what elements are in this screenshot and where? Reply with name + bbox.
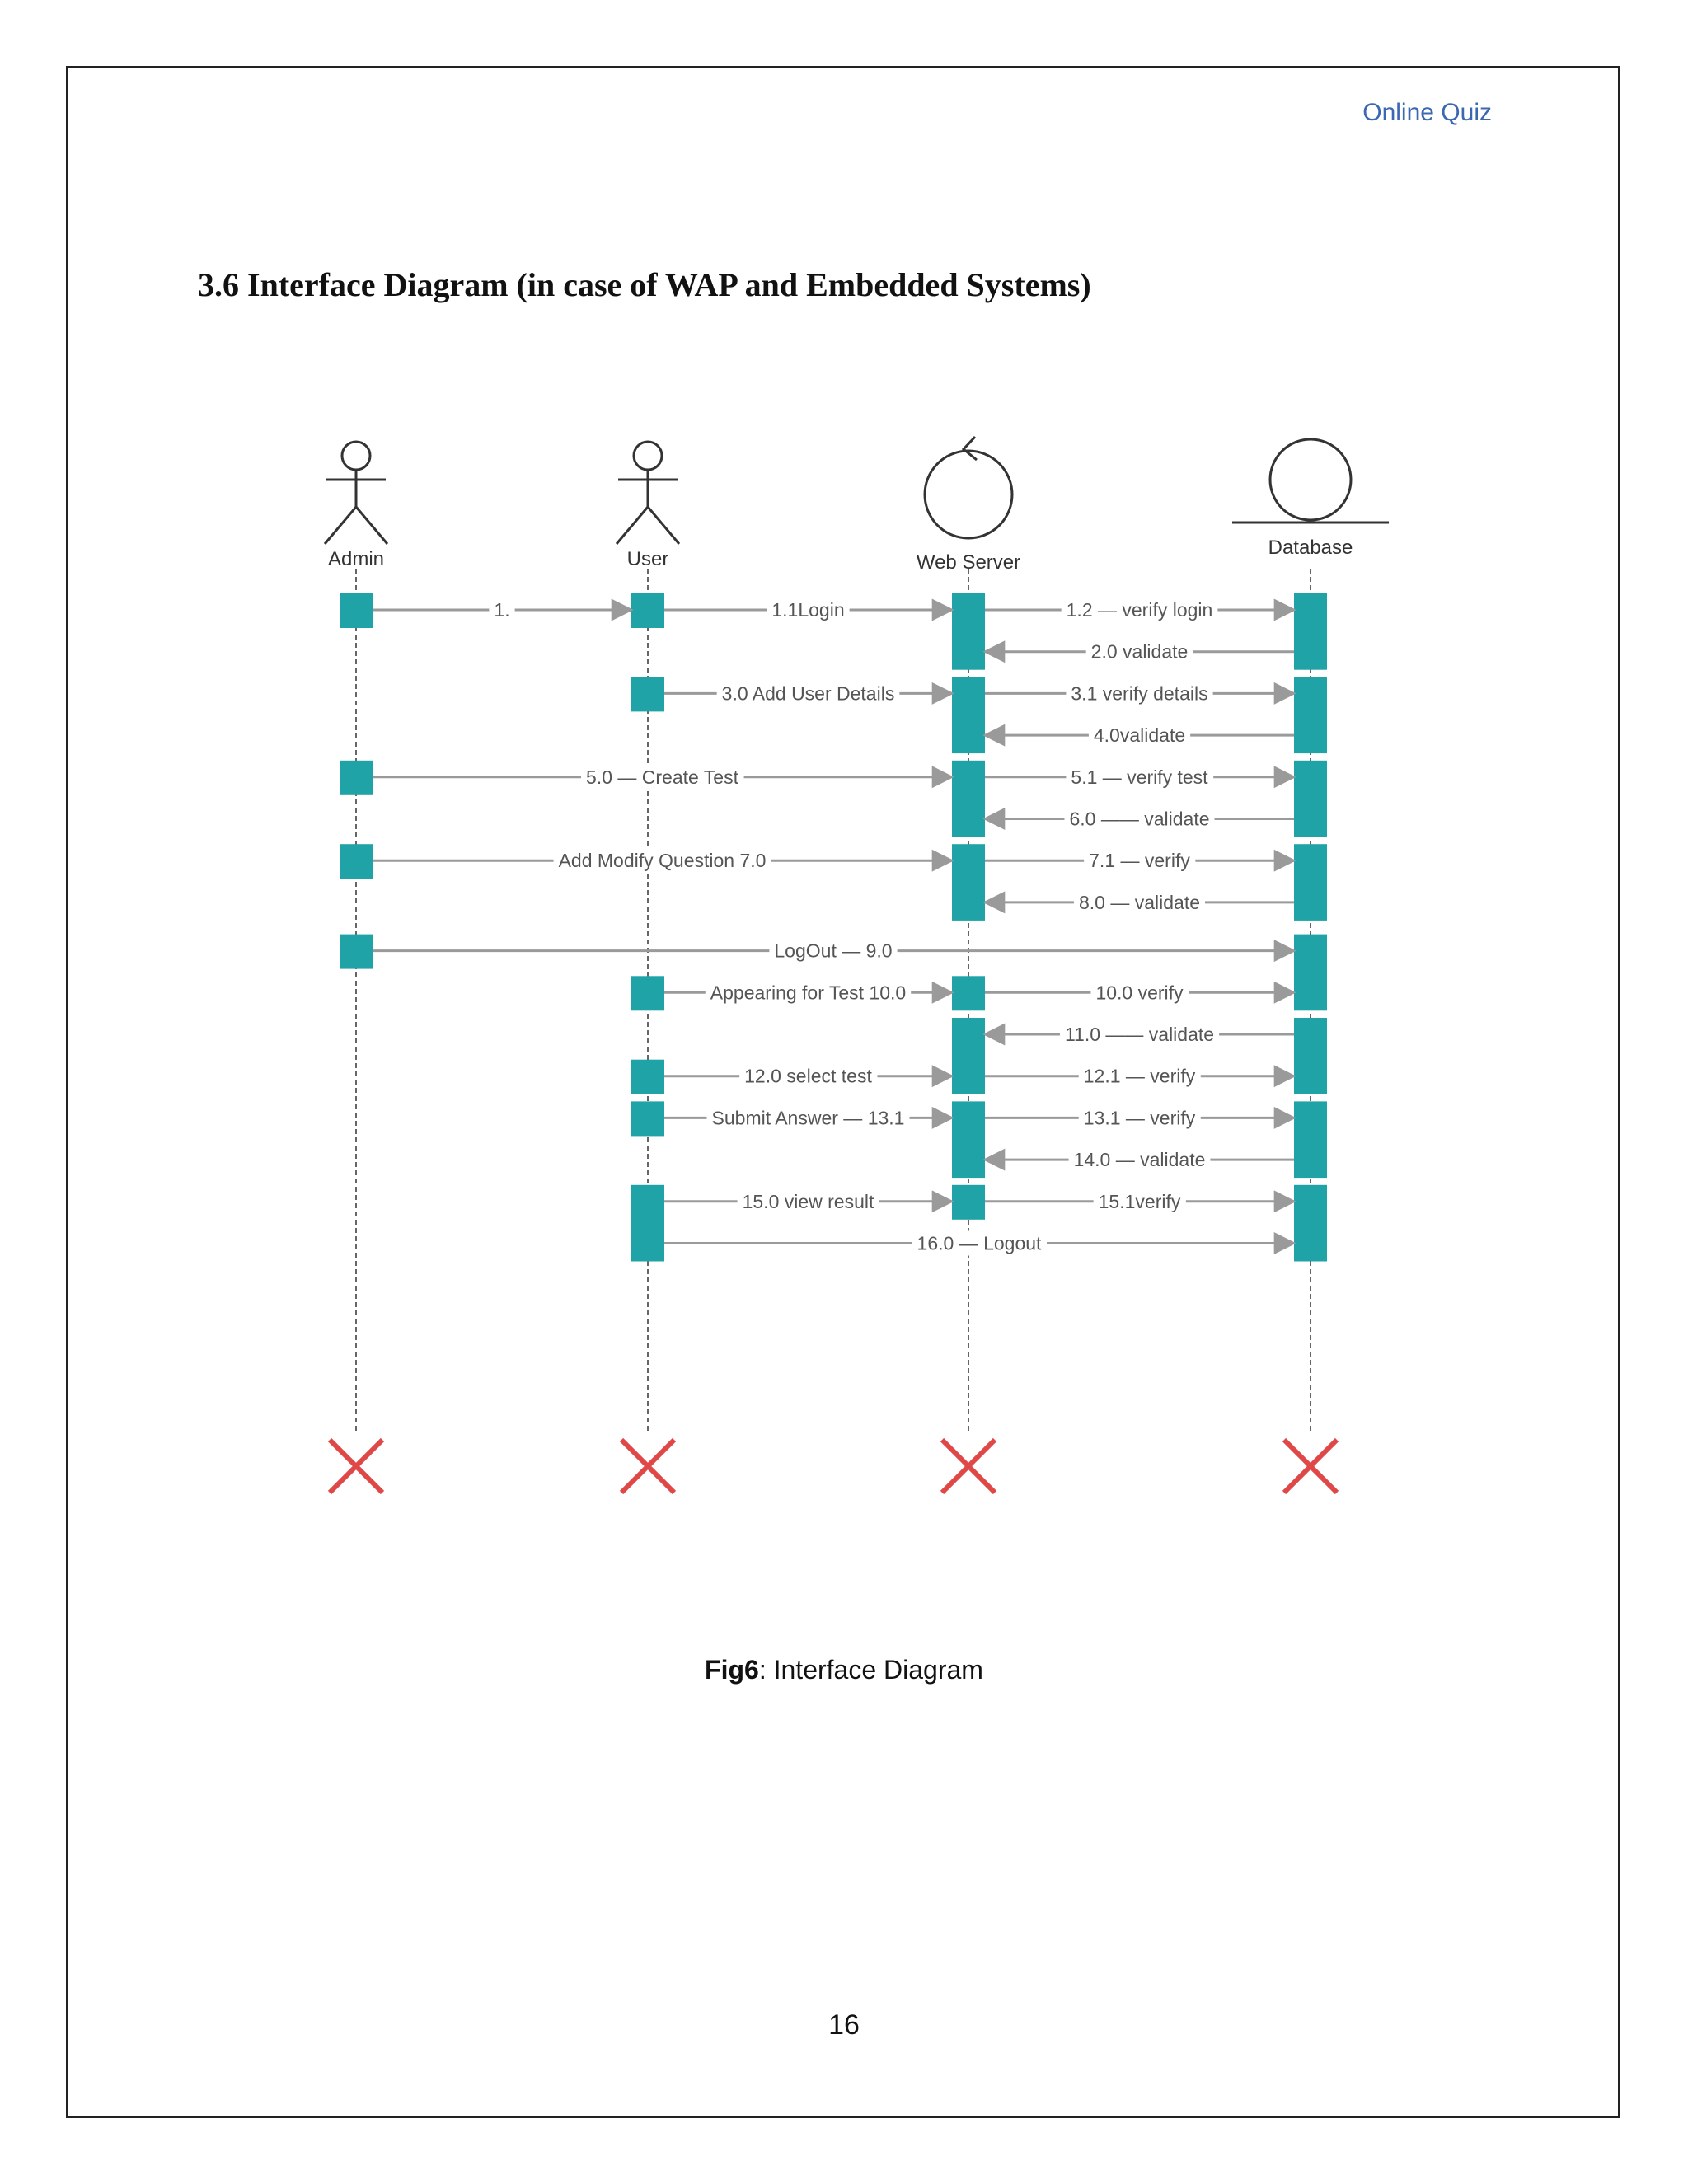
section-title: 3.6 Interface Diagram (in case of WAP and Embedded Systems): [198, 266, 1091, 303]
message-22: [985, 1147, 1294, 1172]
message-label: 1.: [494, 599, 510, 621]
activation-user: [631, 976, 664, 1010]
message-label: 3.0 Add User Details: [721, 682, 895, 705]
message-label: 1.1Login: [771, 599, 845, 621]
project-header: Online Quiz: [1362, 99, 1492, 126]
message-label: 1.2 — verify login: [1066, 599, 1213, 621]
activation-webserver: [952, 677, 985, 753]
participant-admin: [325, 442, 387, 570]
message-9: [985, 765, 1294, 790]
participant-label: Admin: [327, 548, 385, 570]
activation-database: [1294, 1185, 1327, 1262]
message-11: [373, 848, 952, 873]
sequence-diagram: [280, 412, 1434, 1549]
activation-user: [631, 1185, 664, 1262]
terminate-user-icon: [621, 1440, 674, 1493]
message-label: 8.0 — validate: [1078, 891, 1201, 913]
message-1: [373, 598, 631, 622]
message-label: LogOut — 9.0: [774, 940, 893, 962]
message-20: [664, 1105, 952, 1130]
figure-caption-text: : Interface Diagram: [758, 1655, 983, 1685]
control-webserver-icon: [925, 437, 1012, 538]
message-12: [985, 848, 1294, 873]
figure-caption: [0, 1655, 1688, 1685]
message-label: 4.0validate: [1093, 724, 1186, 747]
participant-label: Web Server: [916, 551, 1021, 574]
message-21: [985, 1105, 1294, 1130]
participant-label: Database: [1268, 537, 1353, 559]
activation-database: [1294, 1101, 1327, 1178]
message-label: 3.1 verify details: [1071, 682, 1208, 705]
message-17: [985, 1022, 1294, 1047]
activation-user: [631, 677, 664, 711]
message-4: [985, 640, 1294, 664]
message-24: [985, 1189, 1294, 1214]
terminate-admin-icon: [330, 1440, 382, 1493]
activation-admin: [340, 844, 373, 879]
activation-database: [1294, 593, 1327, 670]
participant-user: [617, 442, 679, 570]
message-label: Submit Answer — 13.1: [711, 1107, 905, 1129]
message-13: [985, 890, 1294, 915]
message-label: 13.1 — verify: [1083, 1107, 1196, 1129]
message-label: 6.0 —— validate: [1069, 808, 1210, 830]
terminate-webserver-icon: [942, 1440, 995, 1493]
message-label: 2.0 validate: [1090, 640, 1189, 663]
activation-webserver: [952, 1018, 985, 1094]
activation-webserver: [952, 593, 985, 670]
activation-database: [1294, 761, 1327, 837]
message-label: Add Modify Question 7.0: [558, 850, 767, 872]
message-23: [664, 1189, 952, 1214]
message-10: [985, 807, 1294, 832]
activation-webserver: [952, 844, 985, 921]
message-label: 5.0 — Create Test: [586, 766, 738, 788]
activation-webserver: [952, 761, 985, 837]
message-25: [664, 1231, 1294, 1256]
entity-database-icon: [1232, 439, 1389, 523]
message-label: 10.0 verify: [1095, 982, 1184, 1004]
message-label: 11.0 —— validate: [1064, 1024, 1215, 1045]
message-label: 14.0 — validate: [1073, 1149, 1206, 1171]
message-2: [664, 598, 952, 622]
message-label: 5.1 — verify test: [1071, 766, 1208, 788]
message-5: [664, 681, 952, 705]
message-6: [985, 681, 1294, 705]
participant-webserver: [917, 437, 1020, 574]
activation-admin: [340, 761, 373, 795]
message-label: 15.0 view result: [742, 1190, 874, 1212]
message-3: [985, 598, 1294, 622]
page-number: 16: [828, 2009, 860, 2041]
activation-database: [1294, 1018, 1327, 1094]
message-label: 7.1 — verify: [1089, 850, 1190, 872]
message-8: [373, 765, 952, 790]
message-label: 12.1 — verify: [1083, 1065, 1196, 1087]
message-14: [373, 939, 1294, 963]
activation-webserver: [952, 1185, 985, 1220]
message-16: [985, 980, 1294, 1005]
activation-database: [1294, 677, 1327, 753]
message-18: [664, 1064, 952, 1089]
activation-admin: [340, 935, 373, 969]
actor-user-icon: [617, 442, 679, 544]
activation-admin: [340, 593, 373, 628]
activation-user: [631, 593, 664, 628]
activation-webserver: [952, 1101, 985, 1178]
message-label: Appearing for Test 10.0: [710, 982, 907, 1004]
participant-database: [1232, 439, 1389, 559]
message-label: 15.1verify: [1098, 1190, 1181, 1212]
activation-user: [631, 1060, 664, 1094]
message-15: [664, 980, 952, 1005]
figure-caption-number: Fig6: [705, 1655, 759, 1685]
message-label: 12.0 select test: [744, 1065, 872, 1087]
activation-database: [1294, 935, 1327, 1011]
activation-user: [631, 1101, 664, 1136]
activation-webserver: [952, 976, 985, 1010]
message-19: [985, 1064, 1294, 1089]
activation-database: [1294, 844, 1327, 921]
actor-admin-icon: [325, 442, 387, 544]
message-7: [985, 723, 1294, 748]
participant-label: User: [626, 548, 669, 570]
message-label: 16.0 — Logout: [917, 1232, 1042, 1254]
terminate-database-icon: [1284, 1440, 1337, 1493]
